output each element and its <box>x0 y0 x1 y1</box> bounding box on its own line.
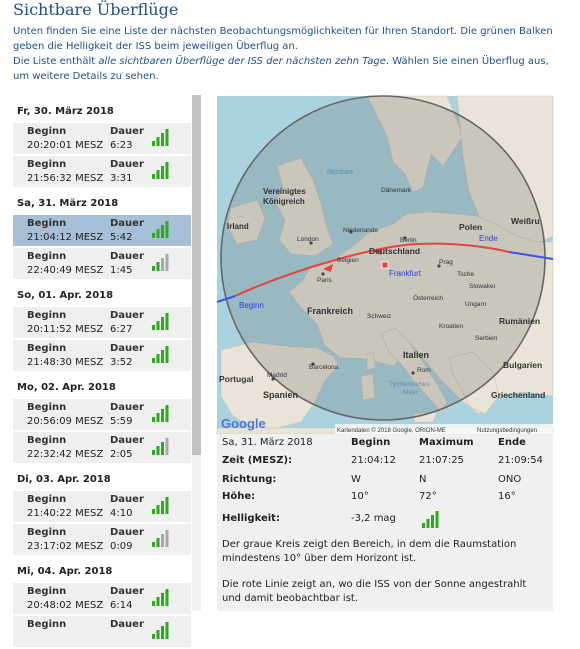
map-label-tyrrhenian-line1 <box>389 381 430 388</box>
pass-brightness-bar-1 <box>152 450 155 455</box>
page-title: Sichtbare Überflüge <box>13 0 179 19</box>
pass-brightness-bar-2 <box>157 321 160 330</box>
duration-label: Dauer <box>110 494 144 505</box>
map-label-spain: Spanien <box>263 390 299 400</box>
observer-location-marker[interactable] <box>382 262 388 268</box>
col-end-header: Ende <box>498 437 526 448</box>
brightness-bars-icon <box>152 312 170 330</box>
duration-value: 6:14 <box>110 600 133 611</box>
begin-label: Beginn <box>27 527 67 538</box>
time-end: 21:09:54 <box>498 455 543 466</box>
map-label-germany: Deutschland <box>369 246 421 256</box>
pass-brightness-bar-4 <box>166 221 169 238</box>
pass-brightness-bar-3 <box>161 166 164 179</box>
pass-item[interactable] <box>13 340 191 371</box>
begin-label: Beginn <box>27 310 67 321</box>
duration-value: 4:10 <box>110 508 133 519</box>
intro-paragraph-2 <box>13 54 558 84</box>
duration-label: Dauer <box>110 586 144 597</box>
col-begin-header: Beginn <box>351 437 391 448</box>
pass-brightness-bar-1 <box>152 634 155 639</box>
height-label: Höhe: <box>222 491 256 502</box>
duration-label: Dauer <box>110 435 144 446</box>
ground-track-map[interactable] <box>217 96 553 434</box>
city-dot-paris <box>321 272 324 275</box>
map-label-romania: Rumänien <box>499 316 541 326</box>
map-label-switzerland: Schweiz <box>367 313 392 320</box>
pass-brightness-bar-4 <box>166 589 169 606</box>
pass-brightness-bar-3 <box>161 258 164 271</box>
pass-brightness-bar-4 <box>166 254 169 271</box>
brightness-bars-icon <box>152 588 170 606</box>
google-logo: Google <box>221 416 266 431</box>
day-heading: So, 01. Apr. 2018 <box>17 290 114 301</box>
duration-value: 5:59 <box>110 416 133 427</box>
pass-brightness-bar-3 <box>161 593 164 606</box>
track-end-label: Ende <box>479 234 498 243</box>
pass-brightness-bar-2 <box>157 170 160 179</box>
pass-brightness-bar-3 <box>161 501 164 514</box>
map-label-uk-line2 <box>263 197 305 206</box>
map-label-frankfurt: Frankfurt <box>389 269 422 278</box>
height-end: 16° <box>498 491 516 502</box>
pass-brightness-bar-2 <box>157 538 160 547</box>
brightness-bars-icon <box>152 496 170 514</box>
circle-explanation: Der graue Kreis zeigt den Bereich, in dem die Raumstation mindestens 10° über dem Horizont ist. <box>222 539 517 564</box>
duration-label: Dauer <box>110 343 144 354</box>
map-label-netherlands: Niederlande <box>343 227 379 234</box>
direction-end: ONO <box>498 474 522 485</box>
duration-value: 1:45 <box>110 265 133 276</box>
brightness-bars-icon <box>152 253 170 271</box>
direction-label: Richtung: <box>222 474 277 485</box>
pass-item[interactable] <box>13 616 191 647</box>
map-canvas <box>217 96 553 434</box>
pass-brightness-bar-3 <box>161 350 164 363</box>
pass-item[interactable] <box>13 432 191 463</box>
intro-text <box>13 24 558 84</box>
pass-brightness-bar-4 <box>166 497 169 514</box>
pass-brightness-bar-2 <box>157 597 160 606</box>
map-label-paris: Paris <box>317 277 332 284</box>
map-label-north-sea: Nordsee <box>327 169 354 176</box>
begin-time: 20:56:09 MESZ <box>27 416 104 427</box>
pass-item[interactable] <box>13 123 191 154</box>
pass-brightness-bar-4 <box>166 129 169 146</box>
intro-paragraph-1: Unten finden Sie eine Liste der nächsten Beobachtungsmöglichkeiten für Ihren Standort. Die grünen Balken geben die Helligkeit der ISS beim jeweiligen Überflug an. <box>13 26 553 52</box>
city-dot-rome <box>411 371 414 374</box>
map-label-tyrrhenian-line1-text: Tyrrhenisches <box>389 381 430 388</box>
pass-brightness-bar-1 <box>152 233 155 238</box>
pass-brightness-bar-2 <box>157 505 160 514</box>
height-begin: 10° <box>351 491 369 502</box>
intro-text-pre: Die Liste enthält <box>13 56 99 67</box>
map-label-prague: Prag <box>439 259 453 266</box>
begin-label: Beginn <box>27 159 67 170</box>
pass-brightness-bar-2 <box>157 630 160 639</box>
begin-time: 21:40:22 MESZ <box>27 508 104 519</box>
begin-time: 21:48:30 MESZ <box>27 357 104 368</box>
brightness-value: -3,2 mag <box>351 513 396 524</box>
begin-time: 20:11:52 MESZ <box>27 324 104 335</box>
pass-list-scrollbar[interactable] <box>192 95 201 611</box>
pass-item[interactable] <box>13 248 191 279</box>
map-label-london: London <box>297 236 319 243</box>
pass-brightness-bar-1 <box>152 325 155 330</box>
pass-brightness-bar-2 <box>157 137 160 146</box>
brightness-bars-icon <box>152 345 170 363</box>
brightness-bars-icon <box>152 161 170 179</box>
begin-label: Beginn <box>27 619 67 630</box>
begin-label: Beginn <box>27 494 67 505</box>
pass-item-selected[interactable] <box>13 215 191 246</box>
duration-label: Dauer <box>110 619 144 630</box>
pass-brightness-bar-1 <box>152 266 155 271</box>
map-label-rome: Rom <box>417 367 431 374</box>
pass-item[interactable] <box>13 307 191 338</box>
duration-value: 3:31 <box>110 173 133 184</box>
pass-brightness-bar-2 <box>157 229 160 238</box>
pass-brightness-bar-3 <box>161 133 164 146</box>
begin-time: 23:17:02 MESZ <box>27 541 104 552</box>
pass-brightness-bar-1 <box>152 601 155 606</box>
duration-value: 6:23 <box>110 140 133 151</box>
pass-brightness-bar-3 <box>161 409 164 422</box>
map-label-slovakia: Slowakei <box>469 283 496 290</box>
pass-details-panel <box>217 434 553 611</box>
duration-value: 6:27 <box>110 324 133 335</box>
pass-brightness-bar-1 <box>152 509 155 514</box>
map-label-ireland: Irland <box>227 222 249 231</box>
begin-label: Beginn <box>27 586 67 597</box>
day-heading: Mo, 02. Apr. 2018 <box>17 382 116 393</box>
pass-item[interactable] <box>13 524 191 555</box>
brightness-bars-icon <box>422 510 440 528</box>
brightness-bars-icon <box>152 437 170 455</box>
begin-label: Beginn <box>27 218 67 229</box>
pass-brightness-bar-2 <box>157 413 160 422</box>
height-max: 72° <box>419 491 437 502</box>
map-label-berlin: Berlin <box>400 237 417 244</box>
direction-begin: W <box>351 474 361 485</box>
begin-time: 20:20:01 MESZ <box>27 140 104 151</box>
map-label-tyrrhenian-line2-text: Meer <box>403 389 418 396</box>
map-label-hungary: Ungarn <box>465 301 487 308</box>
pass-list-panel <box>13 95 202 630</box>
time-max: 21:07:25 <box>419 455 464 466</box>
scrollbar-thumb[interactable] <box>192 95 201 455</box>
pass-item[interactable] <box>13 156 191 187</box>
map-label-poland: Polen <box>459 222 483 232</box>
map-label-portugal: Portugal <box>219 374 254 384</box>
day-heading: Fr, 30. März 2018 <box>17 106 114 117</box>
pass-list <box>13 95 191 649</box>
brightness-bars-icon <box>152 220 170 238</box>
detail-brightness-bar-1 <box>422 523 425 528</box>
pass-brightness-bar-2 <box>157 446 160 455</box>
map-label-uk-line2-text: Königreich <box>263 197 305 206</box>
map-label-austria: Österreich <box>413 295 443 302</box>
detail-brightness-bar-3 <box>431 515 434 528</box>
begin-label: Beginn <box>27 402 67 413</box>
pass-item[interactable] <box>13 399 191 430</box>
day-heading: Di, 03. Apr. 2018 <box>17 474 111 485</box>
detail-brightness-bar-2 <box>427 519 430 528</box>
begin-time: 21:56:32 MESZ <box>27 173 104 184</box>
pass-brightness-bar-3 <box>161 225 164 238</box>
pass-brightness-bar-1 <box>152 417 155 422</box>
pass-brightness-bar-4 <box>166 313 169 330</box>
track-explanation: Die rote Linie zeigt an, wo die ISS von der Sonne angestrahlt und damit beobachtbar ist. <box>222 579 527 604</box>
duration-value: 3:52 <box>110 357 133 368</box>
detail-brightness-bar-4 <box>436 511 439 528</box>
map-label-belgium: Belgien <box>337 257 359 264</box>
begin-time: 21:04:12 MESZ <box>27 232 104 243</box>
intro-text-post: . Wählen Sie einen Überflug aus, um weitere Details zu sehen. <box>13 56 549 82</box>
pass-brightness-bar-3 <box>161 442 164 455</box>
begin-label: Beginn <box>27 343 67 354</box>
brightness-bars-icon <box>152 529 170 547</box>
duration-value: 0:09 <box>110 541 133 552</box>
pass-brightness-bar-2 <box>157 354 160 363</box>
begin-time: 20:48:02 MESZ <box>27 600 104 611</box>
map-label-belarus: Weißru <box>511 216 540 226</box>
duration-label: Dauer <box>110 402 144 413</box>
pass-brightness-bar-1 <box>152 141 155 146</box>
pass-item[interactable] <box>13 491 191 522</box>
brightness-bars-icon <box>152 128 170 146</box>
time-label: Zeit (MESZ): <box>222 455 293 466</box>
pass-item[interactable] <box>13 583 191 614</box>
intro-text-emphasis: alle sichtbaren Überflüge der ISS der nächsten zehn Tage <box>98 56 386 67</box>
map-label-bulgaria: Bulgarien <box>503 360 543 370</box>
terms-link[interactable]: Nutzungsbedingungen <box>477 428 538 434</box>
map-label-czech: Tsche <box>457 271 474 278</box>
details-date: Sa, 31. März 2018 <box>222 437 313 448</box>
direction-max: N <box>419 474 427 485</box>
brightness-bars-icon <box>152 621 170 639</box>
pass-brightness-bar-3 <box>161 317 164 330</box>
map-label-italy: Italien <box>403 350 430 360</box>
begin-label: Beginn <box>27 126 67 137</box>
map-label-barcelona: Barcelona <box>309 364 339 371</box>
map-label-uk-line1-text: Vereinigtes <box>263 187 306 196</box>
time-begin: 21:04:12 <box>351 455 396 466</box>
pass-brightness-bar-4 <box>166 530 169 547</box>
pass-brightness-bar-4 <box>166 438 169 455</box>
map-label-uk-line1 <box>263 187 306 196</box>
brightness-label: Helligkeit: <box>222 513 280 524</box>
map-label-denmark: Dänemark <box>381 187 411 194</box>
col-max-header: Maximum <box>419 437 474 448</box>
begin-label: Beginn <box>27 251 67 262</box>
brightness-bars-icon <box>152 404 170 422</box>
track-begin-label: Beginn <box>239 301 264 310</box>
duration-value: 2:05 <box>110 449 133 460</box>
pass-brightness-bar-4 <box>166 346 169 363</box>
duration-label: Dauer <box>110 126 144 137</box>
duration-label: Dauer <box>110 527 144 538</box>
pass-brightness-bar-2 <box>157 262 160 271</box>
map-label-madrid: Madrid <box>267 372 287 379</box>
duration-label: Dauer <box>110 218 144 229</box>
begin-time: 22:40:49 MESZ <box>27 265 104 276</box>
map-label-croatia: Kroatien <box>439 323 464 330</box>
map-label-serbia: Serbien <box>475 335 498 342</box>
pass-brightness-bar-3 <box>161 626 164 639</box>
duration-label: Dauer <box>110 159 144 170</box>
duration-label: Dauer <box>110 251 144 262</box>
day-heading: Sa, 31. März 2018 <box>17 198 119 209</box>
pass-brightness-bar-1 <box>152 174 155 179</box>
day-heading: Mi, 04. Apr. 2018 <box>17 566 113 577</box>
pass-brightness-bar-1 <box>152 358 155 363</box>
pass-brightness-bar-1 <box>152 542 155 547</box>
map-label-france: Frankreich <box>307 306 354 316</box>
pass-brightness-bar-3 <box>161 534 164 547</box>
duration-label: Dauer <box>110 310 144 321</box>
pass-brightness-bar-4 <box>166 405 169 422</box>
duration-value: 5:42 <box>110 232 133 243</box>
pass-brightness-bar-4 <box>166 622 169 639</box>
begin-time: 22:32:42 MESZ <box>27 449 104 460</box>
begin-label: Beginn <box>27 435 67 446</box>
pass-brightness-bar-4 <box>166 162 169 179</box>
map-label-greece: Griechenland <box>491 390 546 400</box>
map-attribution: Kartendaten © 2018 Google, ORION-ME <box>337 428 446 434</box>
map-label-tyrrhenian-line2 <box>403 389 419 396</box>
